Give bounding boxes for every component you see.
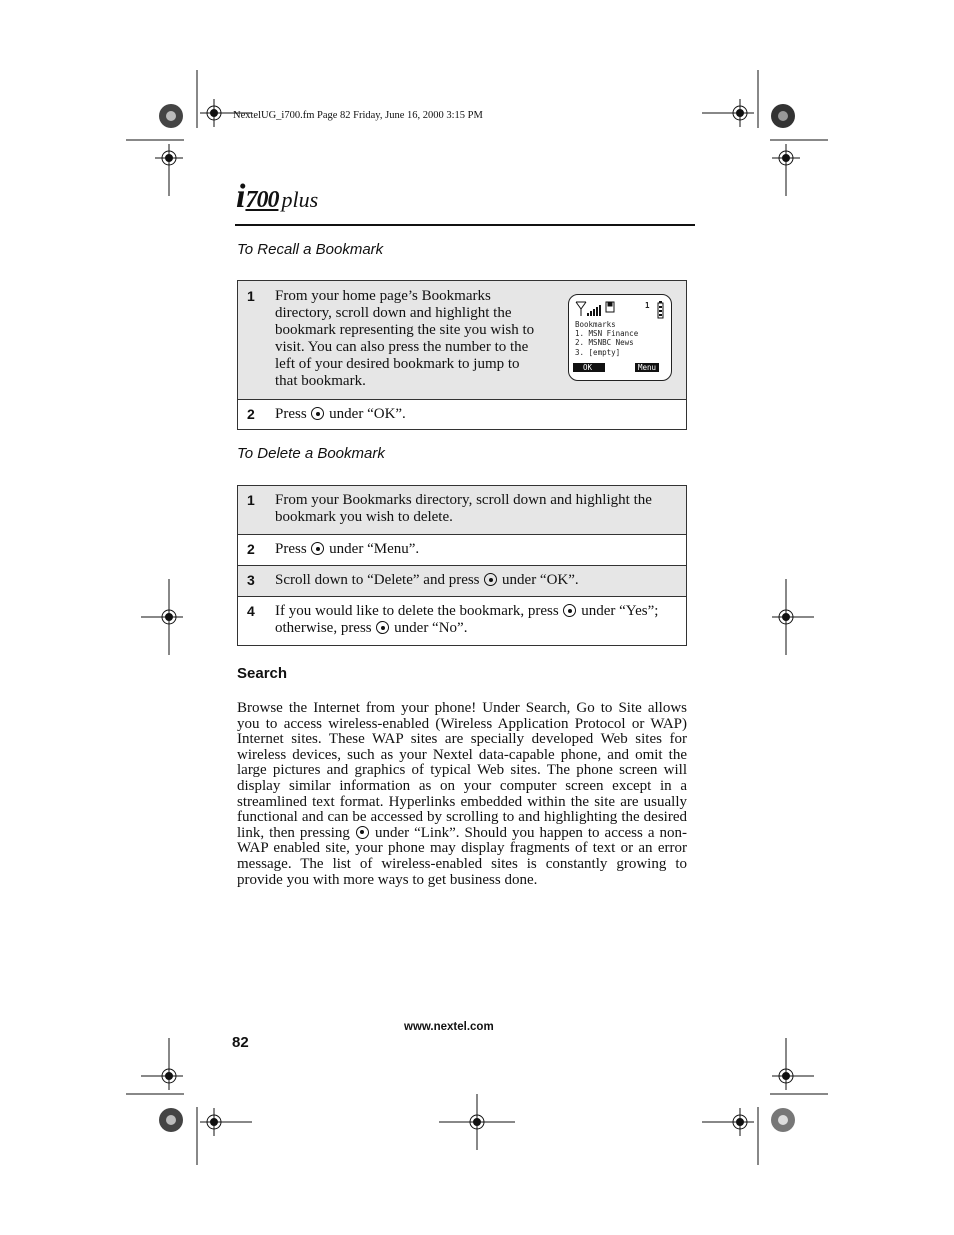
step-number: 2 bbox=[247, 541, 255, 557]
recall-steps-table bbox=[237, 280, 687, 430]
screen-item: 1. MSN Finance bbox=[575, 329, 639, 338]
step-number: 1 bbox=[247, 288, 255, 304]
step-text-part: under “Menu”. bbox=[329, 541, 420, 557]
delete-steps-table bbox=[237, 485, 687, 646]
step-text-part: under “OK”. bbox=[329, 406, 406, 422]
delete-title: To Delete a Bookmark bbox=[237, 445, 385, 462]
step-text-part: Scroll down to “Delete” and press bbox=[275, 572, 480, 588]
delete-step-2 bbox=[238, 534, 686, 565]
delete-step-3 bbox=[238, 565, 686, 596]
softkey-menu: Menu bbox=[635, 363, 659, 372]
step-text-part: under “Yes”; otherwise, press bbox=[275, 603, 659, 636]
footer-url: www.nextel.com bbox=[404, 1021, 494, 1033]
step-text: From your Bookmarks directory, scroll down and highlight the bookmark you wish to delete. bbox=[275, 492, 652, 525]
select-button-icon bbox=[376, 621, 389, 634]
step-number: 4 bbox=[247, 603, 255, 619]
recall-step-1 bbox=[238, 281, 686, 399]
select-button-icon bbox=[311, 542, 324, 555]
battery-icon bbox=[657, 301, 665, 319]
softkey-ok: OK bbox=[573, 363, 605, 372]
print-header: NextelUG_i700.fm Page 82 Friday, June 16, 2000 3:15 PM bbox=[233, 110, 483, 121]
select-button-icon bbox=[484, 573, 497, 586]
logo-model: 700 bbox=[245, 187, 279, 213]
step-number: 1 bbox=[247, 492, 255, 508]
screen-item: 2. MSNBC News bbox=[575, 338, 634, 347]
header-rule bbox=[235, 224, 695, 226]
select-button-icon bbox=[311, 407, 324, 420]
step-text bbox=[275, 572, 686, 596]
search-heading: Search bbox=[237, 665, 288, 682]
search-paragraph bbox=[237, 701, 687, 888]
logo-i: i bbox=[236, 178, 246, 215]
step-text bbox=[275, 541, 686, 565]
recall-step-2 bbox=[238, 399, 686, 429]
screen-item: 3. [empty] bbox=[575, 348, 621, 357]
phone-screen-illustration bbox=[568, 294, 672, 381]
paragraph-text: under “Link”. Should you happen to access a non-WAP enabled site, your phone may display fragments of text or an error message. The list of wireless-enabled sites is constantly growing to provide you with more ways to get business done. bbox=[237, 824, 688, 888]
i700plus-logo bbox=[236, 178, 318, 216]
step-text-part: Press bbox=[275, 406, 307, 422]
logo-suffix: plus bbox=[281, 187, 319, 212]
page-number: 82 bbox=[232, 1034, 249, 1051]
step-text-part: under “No”. bbox=[394, 620, 468, 636]
step-text-part: Press bbox=[275, 541, 307, 557]
select-button-icon bbox=[356, 826, 369, 839]
signal-icon bbox=[575, 300, 615, 318]
step-number: 2 bbox=[247, 406, 255, 422]
step-number: 3 bbox=[247, 572, 255, 588]
step-text-part: If you would like to delete the bookmark, press bbox=[275, 603, 559, 619]
select-button-icon bbox=[563, 604, 576, 617]
paragraph-text: Browse the Internet from your phone! Under Search, Go to Site allows you to access wireless-enabled (Wireless Application Protocol or WAP) Internet sites. These WAP sites are specially developed Web sites for wireless devices, such as your Nextel data-capable phone, and omit the large pictures and graphics of typical Web sites. The phone screen will display similar information as on your computer screen except in a streamlined text format. Hyperlinks embedded within the site are usually functional and can be accessed by scrolling to and highlighting the desired link, then pressing bbox=[237, 700, 687, 841]
step-text bbox=[275, 406, 686, 429]
step-text bbox=[275, 603, 686, 645]
step-text-part: under “OK”. bbox=[502, 572, 579, 588]
delete-step-1 bbox=[238, 486, 686, 534]
screen-heading: Bookmarks bbox=[575, 320, 616, 329]
screen-indicator: 1 bbox=[645, 301, 650, 310]
step-text: From your home page’s Bookmarks directory, scroll down and highlight the bookmark representing the site you wish to visit. You can also press the number to the left of your desired bookmark to jump to that bookmark. bbox=[275, 288, 535, 389]
recall-title: To Recall a Bookmark bbox=[237, 241, 384, 258]
delete-step-4 bbox=[238, 596, 686, 645]
